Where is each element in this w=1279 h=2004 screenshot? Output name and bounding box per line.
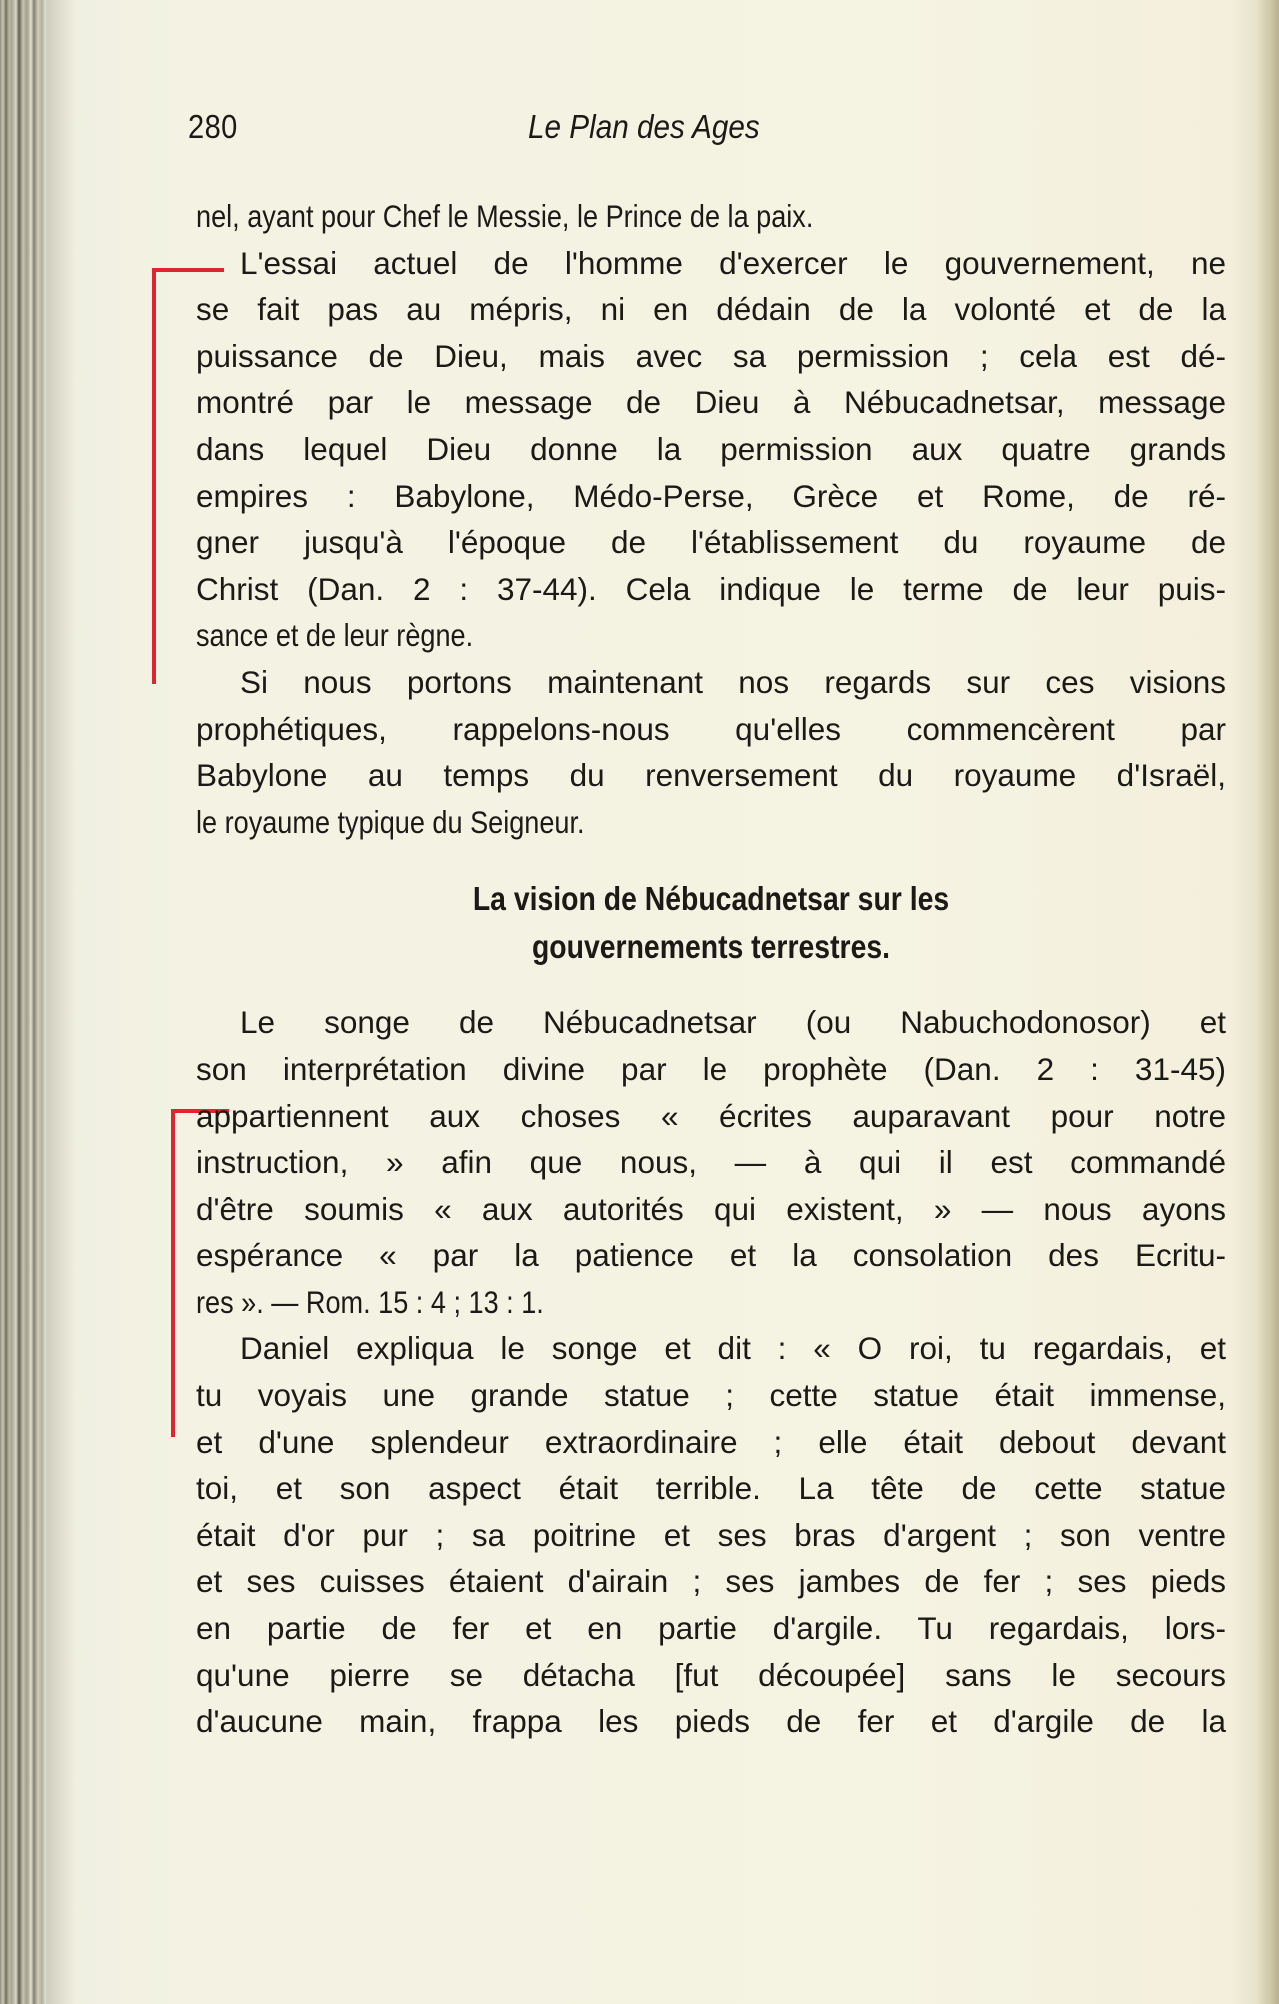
text-line: appartiennent aux choses « écrites auparavant pour notre [196, 1097, 1226, 1134]
text-line: nel, ayant pour Chef le Messie, le Prince de la paix. [196, 198, 814, 234]
text-line: était d'or pur ; sa poitrine et ses bras d'argent ; son ventre [196, 1516, 1226, 1553]
text-line: toi, et son aspect était terrible. La tête de cette statue [196, 1470, 1226, 1507]
text-line: d'être soumis « aux autorités qui existent, » — nous ayons [196, 1190, 1226, 1227]
text-line: et ses cuisses étaient d'airain ; ses jambes de fer ; ses pieds [196, 1563, 1226, 1600]
text-line: puissance de Dieu, mais avec sa permission ; cela est dé- [196, 337, 1226, 374]
heading-line: La vision de Nébucadnetsar sur les [472, 880, 950, 918]
text-line: se fait pas au mépris, ni en dédain de la volonté et de la [196, 291, 1226, 328]
text-line: espérance « par la patience et la consolation des Ecritu- [196, 1237, 1226, 1274]
running-title: Le Plan des Ages [528, 108, 760, 145]
text-line: d'aucune main, frappa les pieds de fer et d'argile de la [196, 1703, 1226, 1740]
paragraph-continuation [196, 193, 1226, 240]
body-text [196, 193, 1226, 1745]
section-heading [196, 875, 1226, 971]
text-line: L'essai actuel de l'homme d'exercer le gouvernement, ne [240, 244, 1226, 281]
text-line: en partie de fer et en partie d'argile. Tu regardais, lors- [196, 1610, 1226, 1647]
text-line: res ». — Rom. 15 : 4 ; 13 : 1. [196, 1283, 544, 1320]
text-line: dans lequel Dieu donne la permission aux quatre grands [196, 430, 1226, 467]
book-spine-edge [0, 0, 46, 2004]
paragraph-dream [196, 999, 1226, 1325]
heading-line: gouvernements terrestres. [531, 928, 891, 966]
text-line: qu'une pierre se détacha [fut découpée] sans le secours [196, 1656, 1226, 1693]
text-line: sance et de leur règne. [196, 617, 474, 654]
page-right-edge [1257, 0, 1279, 2004]
gutter-shadow [46, 0, 76, 2004]
text-line: son interprétation divine par le prophète (Dan. 2 : 31-45) [196, 1050, 1226, 1087]
text-line: Babylone au temps du renversement du royaume d'Israël, [196, 757, 1226, 794]
page-number: 280 [188, 108, 238, 145]
text-line: le royaume typique du Seigneur. [196, 803, 585, 840]
text-line: tu voyais une grande statue ; cette statue était immense, [196, 1377, 1226, 1414]
text-line: empires : Babylone, Médo-Perse, Grèce et Rome, de ré- [196, 477, 1226, 514]
paragraph-government-attempt [196, 240, 1226, 659]
text-line: et d'une splendeur extraordinaire ; elle était debout devant [196, 1423, 1226, 1460]
text-line: Le songe de Nébucadnetsar (ou Nabuchodonosor) et [240, 1004, 1226, 1041]
text-line: prophétiques, rappelons-nous qu'elles commencèrent par [196, 710, 1226, 747]
text-line: Christ (Dan. 2 : 37-44). Cela indique le terme de leur puis- [196, 570, 1226, 607]
paragraph-daniel [196, 1325, 1226, 1744]
text-line: gner jusqu'à l'époque de l'établissement du royaume de [196, 524, 1226, 561]
text-line: instruction, » afin que nous, — à qui il est commandé [196, 1144, 1226, 1181]
page-header [188, 108, 1228, 158]
bracket-1-side [152, 268, 156, 684]
text-line: montré par le message de Dieu à Nébucadnetsar, message [196, 384, 1226, 421]
paragraph-prophetic-visions [196, 659, 1226, 845]
bracket-2-side [171, 1109, 175, 1437]
text-line: Si nous portons maintenant nos regards sur ces visions [240, 663, 1226, 700]
text-line: Daniel expliqua le songe et dit : « O roi, tu regardais, et [240, 1330, 1226, 1367]
